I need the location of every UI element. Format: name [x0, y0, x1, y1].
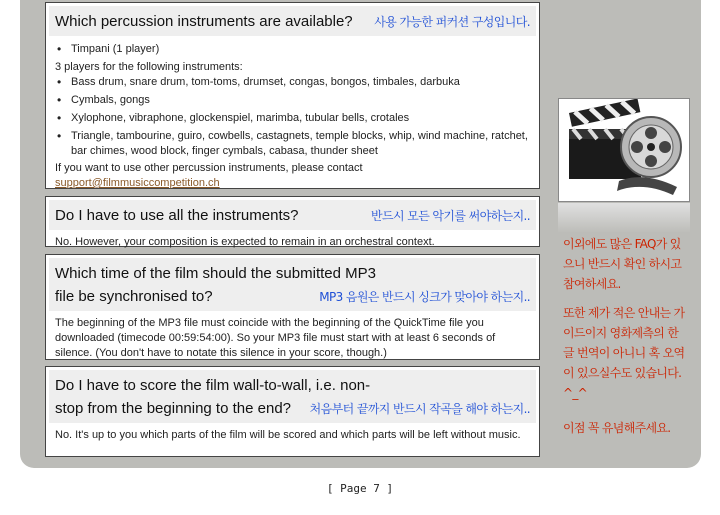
list-item: • Xylophone, vibraphone, glockenspiel, marimba, tubular bells, crotales	[69, 111, 530, 126]
faq-question-row	[49, 370, 536, 423]
faq-question: Do I have to use all the instruments?	[55, 207, 299, 224]
faq-wall-to-wall	[45, 366, 540, 457]
contact-text: If you want to use other percussion instruments, please contact	[55, 162, 363, 174]
faq-question: Which percussion instruments are available?	[55, 13, 353, 30]
faq-all-instruments	[45, 196, 540, 247]
faq-question-row	[49, 6, 536, 36]
faq-question: Do I have to score the film wall-to-wall, i.e. non-stop from the beginning to the end?	[55, 377, 371, 417]
sidebar-note-disclaimer: 또한 제가 적은 안내는 가이드이지 영화제측의 한글 번역이 아니니 혹 오역이 있으실수도 있습니다. ^_^	[563, 306, 685, 400]
players-intro: 3 players for the following instruments:	[55, 61, 243, 73]
faq-question: Which time of the film should the submitted MP3 file be synchronised to?	[55, 265, 376, 305]
faq-percussion	[45, 2, 540, 189]
korean-caption: MP3 음원은 반드시 싱크가 맞아야 하는지..	[319, 290, 530, 304]
sidebar-note-faq: 이외에도 많은 FAQ가 있으니 반드시 확인 하시고 참여하세요.	[563, 237, 682, 291]
faq-answer: No. However, your composition is expected to remain in an orchestral context.	[55, 236, 435, 248]
list-item: • Cymbals, gongs	[69, 93, 530, 108]
faq-answer	[46, 36, 539, 197]
faq-answer: The beginning of the MP3 file must coincide with the beginning of the QuickTime file you downloaded (timecode 00:59:54:00). So your MP3 file must start with at least 6 seconds of silence. (You don't have to notate this silence in your score, though.)	[55, 317, 496, 359]
film-clapperboard-reel-icon	[559, 99, 689, 201]
faq-question-row	[49, 200, 536, 230]
korean-caption: 반드시 모든 악기를 써야하는지..	[371, 209, 530, 223]
faq-question-row	[49, 258, 536, 311]
film-thumbnail	[558, 98, 690, 202]
faq-answer: No. It's up to you which parts of the film will be scored and which parts will be left without music.	[55, 429, 521, 441]
page-number: [ Page 7 ]	[326, 482, 394, 495]
list-item: • Triangle, tambourine, guiro, cowbells, castagnets, temple blocks, whip, wind machine, ratchet, bar chimes, wood block, finger cymbals, cabasa, thunder sheet	[69, 129, 530, 159]
korean-caption: 사용 가능한 퍼커션 구성입니다.	[374, 15, 530, 29]
thumbnail-reflection	[558, 203, 690, 233]
sidebar-note-reminder: 이점 꼭 유념해주세요.	[563, 421, 671, 435]
korean-caption: 처음부터 끝까지 반드시 작곡을 해야 하는지..	[309, 402, 530, 416]
support-email-link[interactable]: support@filmmusiccompetition.ch	[55, 177, 220, 189]
list-item: • Timpani (1 player)	[69, 42, 530, 57]
list-item: • Bass drum, snare drum, tom-toms, drumset, congas, bongos, timbales, darbuka	[69, 75, 530, 90]
faq-mp3-sync	[45, 254, 540, 360]
